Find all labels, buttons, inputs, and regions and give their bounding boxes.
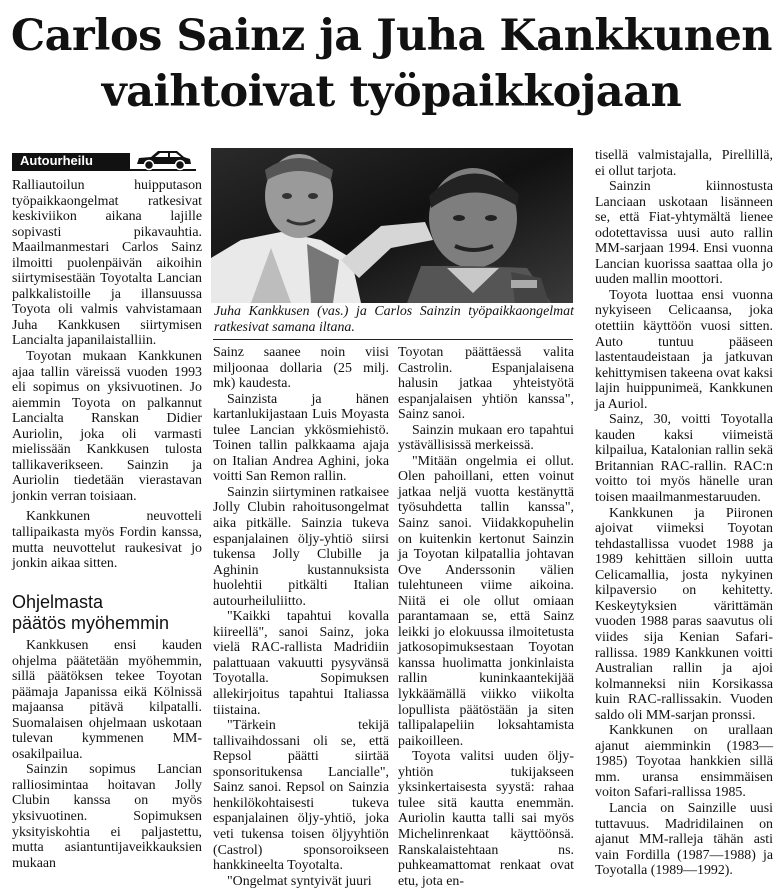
paragraph: "Tärkein tekijä tallivaihdossani oli se, että Repsol päätti siirtää sponsoritukensa Lancialle", Sainz sanoi. Repsol on Sainzia henkilökohtaisesti tukeva espanjalainen öljy-yhtiö, joka veti tukensa toisen öljyyhtiön (Castrol) sponsoroikseen hankkineelta Toyotalta. bbox=[213, 718, 389, 874]
section-tag bbox=[12, 147, 196, 173]
paragraph: Sainzin kiinnostusta Lanciaan uskotaan lisänneen se, että Fiat-yhtymältä lienee odotettavissa uusi auto rallin MM-sarjaan 1994. Ensi vuonna Lancian kuorissa saattaa olla jo uuden mallin moottori. bbox=[595, 179, 773, 288]
paragraph: Sainz saanee noin viisi miljoonaa dollaria (25 milj. mk) kaudesta. bbox=[213, 345, 389, 392]
paragraph: Kankkunen neuvotteli tallipaikasta myös Fordin kanssa, mutta neuvottelut raukesivat jo jonkin aikaa sitten. bbox=[12, 509, 202, 572]
photo-caption: Juha Kankkusen (vas.) ja Carlos Sainzin työpaikkaongelmat ratkesivat samana iltana. bbox=[214, 304, 574, 335]
paragraph: Kankkusen ensi kauden ohjelma päätetään myöhemmin, sillä päätöksen tekee Toyotan päämaja Japanissa eikä Kölnissä majaansa pitävä kilpatalli. Suomalaisen ohjelmaan uskotaan tulevan kymmenen MM-osakilpailua. bbox=[12, 638, 202, 762]
article-photo bbox=[211, 148, 573, 303]
rally-car-icon bbox=[134, 147, 194, 171]
section-tag-label: Autourheilu bbox=[12, 153, 130, 169]
paragraph: Kankkunen on urallaan ajanut aiemminkin (1983—1985) Toyotaa hankkien sillä mm. uransa ensimmäisen voiton Safari-rallissa 1985. bbox=[595, 723, 773, 801]
paragraph: Sainzista ja hänen kartanlukijastaan Luis Moyasta tulee Lancian ykkösmiehistö. Toinen tallin palkkaama ajaja on Italian Andrea Aghini, joka voitti San Remon rallin. bbox=[213, 391, 389, 485]
paragraph: Sainzin siirtyminen ratkaisee Jolly Clubin rahoitusongelmat aika pitkälle. Sainzia tukeva espanjalainen öljy-yhtiö siirsi tukensa Jolly Clubille ja Aghinin kustannuksista huolehtii pitkälti Italian autourheiluliitto. bbox=[213, 484, 389, 609]
paragraph: "Kaikki tapahtui kovalla kiireellä", sanoi Sainz, joka vielä RAC-rallista Madridiin palattuaan vakuutti pysyvänsä Toyotalla. Sopimuksen allekirjoitus tapahtui Italiassa tiistaina. bbox=[213, 609, 389, 718]
paragraph: Toyotan päättäessä valita Castrolin. Espanjalaisena halusin jatkaa yhteistyötä espanjalaisen yhtiön kanssa", Sainz sanoi. bbox=[398, 345, 574, 423]
paragraph: Sainz, 30, voitti Toyotalla kauden kaksi viimeistä kilpailua, Katalonian rallin sekä Britannian RAC-rallin. RAC:n voitto toi myös hänelle uran toisen maailmanmestaruuden. bbox=[595, 412, 773, 506]
article-column-1 bbox=[12, 178, 202, 583]
article-column-3 bbox=[398, 345, 574, 889]
subheading-line-2: päätös myöhemmin bbox=[12, 613, 170, 633]
headline bbox=[0, 8, 783, 120]
paragraph: Kankkunen ja Piironen ajoivat viimeksi Toyotan tehdastallissa vuodet 1988 ja 1989 kehittäen silloin uutta Celicamallia, josta nykyinen kilpaversio on kehitetty. Keskeytyksien värittämän vuoden 1988 paras saavutus oli viides sija Kenian Safari-rallissa. 1989 Kankkunen voitti Australian rallin ja ajoi kolmanneksi niin Korsikassa kuin RAC-rallissakin. Vuoden saldo oli MM-sarjan pronssi. bbox=[595, 505, 773, 723]
paragraph: tisellä valmistajalla, Pirellillä, ei ollut tarjota. bbox=[595, 148, 773, 179]
paragraph: "Mitään ongelmia ei ollut. Olen pahoillani, etten voinut jatkaa neljä vuotta kestänyttä työsuhdetta tallin kanssa", Sainz sanoi. Viidakkopuhelin on kuitenkin kertonut Sainzin ja Toyotan kilpatallia johtavan Ove Anderssonin välien tulehtuneen viime aikoina. Niitä ei ole ollut omiaan parantamaan se, että Sainz leikki jo elokuussa ilmoitetusta jatkosopimuksestaan Toyotan kanssa huolimatta jonkinlaista rallin kuninkaantekijää lykkäämällä viikko viikolta lopullista päätöstään ja siten tallipalapeliin loksahtamista paikoilleen. bbox=[398, 453, 574, 749]
headline-line-2: vaihtoivat työpaikkojaan bbox=[101, 67, 682, 117]
paragraph: Ralliautoilun huipputason työpaikkaongelmat ratkesivat keskiviikon aikana lajille sopivasti pikavauhtia. Maailmanmestari Carlos Sainz ilmoitti puolenpäivän aikoihin siirtymisestään Toyotalta Lancian palkkalistoille ja illansuussa Toyota oli valmis vahvistamaan Juha Kankkusen siirtymisen Lancialta japanilaistalliin. bbox=[12, 178, 202, 349]
paragraph: Sainzin sopimus Lancian ralliosimintaa hoitavan Jolly Clubin kanssa on myös yksivuotinen. Sopimuksen yksityiskohtia ei paljastettu, mutta asiantuntijaveikkauksien mukaan bbox=[12, 762, 202, 871]
paragraph: Sainzin mukaan ero tapahtui ystävällisissä merkeissä. bbox=[398, 422, 574, 454]
article-column-4 bbox=[595, 148, 773, 879]
subheading bbox=[12, 592, 202, 634]
article-column-1-continued bbox=[12, 638, 202, 871]
caption-divider bbox=[213, 339, 573, 340]
paragraph: Lancia on Sainzille uusi tuttavuus. Madridilainen on ajanut MM-ralleja tähän asti vain Fordilla (1987—1988) ja Toyotalla (1989—1992). bbox=[595, 800, 773, 879]
subheading-line-1: Ohjelmasta bbox=[12, 592, 104, 612]
paragraph: Toyotan mukaan Kankkunen ajaa tallin väreissä vuoden 1993 eli sopimus on yksivuotinen. Jo aiemmin Toyota on palkannut Lancialta Ranskan Didier Auriolin, joka oli varmasti mielissään Kankkusen tulosta tallikaverikseen. Sainzin ja Auriolin tiedetään vierastavan jonkin verran toisiaan. bbox=[12, 349, 202, 504]
paragraph: Toyota luottaa ensi vuonna nykyiseen Celicaansa, joka otettiin käyttöön vuosi sitten. Auto tuntuu pääseen lastentaudeistaan ja jatkuvan kehittymisen takeena ovat kaksi lajin huippunimeä, Kankkunen ja Auriol. bbox=[595, 287, 773, 412]
photo-image bbox=[211, 148, 573, 303]
headline-line-1: Carlos Sainz ja Juha Kankkunen bbox=[10, 11, 773, 61]
paragraph: Toyota valitsi uuden öljy-yhtiön tukijakseen yksinkertaisesta syystä: rahaa tulee sitä kautta enemmän. Auriolin kautta talli sai myös Michelinrenkaat käyttöönsä. Ranskalaistehtaan ns. puhkeamattomat renkaat ovat etu, jota en- bbox=[398, 749, 574, 889]
paragraph: "Ongelmat syntyivät juuri bbox=[227, 873, 372, 889]
article-column-2 bbox=[213, 345, 389, 889]
